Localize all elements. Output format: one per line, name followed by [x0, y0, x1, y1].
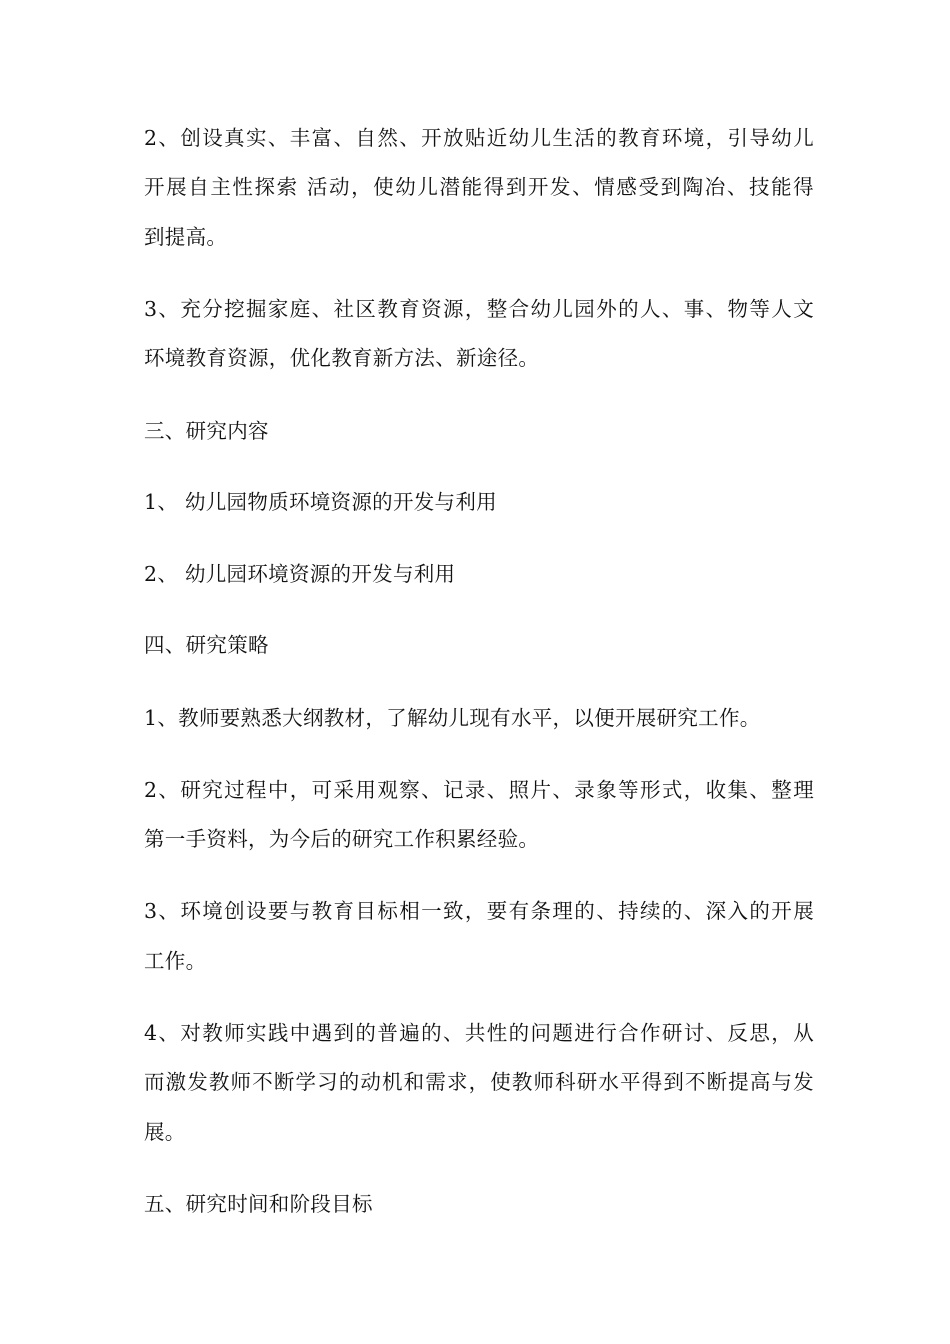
paragraph-goal-3-line-2: 环境教育资源，优化教育新方法、新途径。 [144, 346, 540, 370]
paragraph-goal-2-line-3: 到提高。 [144, 225, 228, 249]
strategy-item-1: 1、教师要熟悉大纲教材，了解幼儿现有水平，以便开展研究工作。 [144, 706, 761, 730]
strategy-item-4-line-2: 而激发教师不断学习的动机和需求，使教师科研水平得到不断提高与发 [144, 1070, 814, 1094]
content-item-2: 2、 幼儿园环境资源的开发与利用 [144, 562, 456, 586]
paragraph-goal-3-line-1: 3、充分挖掘家庭、社区教育资源，整合幼儿园外的人、事、物等人文 [144, 297, 814, 321]
strategy-item-3-line-2: 工作。 [144, 949, 207, 973]
strategy-item-2-line-1: 2、研究过程中，可采用观察、记录、照片、录象等形式，收集、整理 [144, 778, 814, 802]
content-item-1: 1、 幼儿园物质环境资源的开发与利用 [144, 490, 497, 514]
section-heading-research-content: 三、研究内容 [144, 419, 269, 443]
paragraph-goal-2-line-2: 开展自主性探索 活动，使幼儿潜能得到开发、情感受到陶冶、技能得 [144, 175, 814, 199]
strategy-item-2-line-2: 第一手资料，为今后的研究工作积累经验。 [144, 827, 540, 851]
section-heading-research-timeline: 五、研究时间和阶段目标 [144, 1192, 373, 1216]
strategy-item-4-line-3: 展。 [144, 1120, 186, 1144]
section-heading-research-strategy: 四、研究策略 [144, 633, 269, 657]
paragraph-goal-2-line-1: 2、创设真实、丰富、自然、开放贴近幼儿生活的教育环境，引导幼儿 [144, 126, 814, 150]
strategy-item-3-line-1: 3、环境创设要与教育目标相一致，要有条理的、持续的、深入的开展 [144, 899, 814, 923]
strategy-item-4-line-1: 4、对教师实践中遇到的普遍的、共性的问题进行合作研讨、反思，从 [144, 1021, 814, 1045]
